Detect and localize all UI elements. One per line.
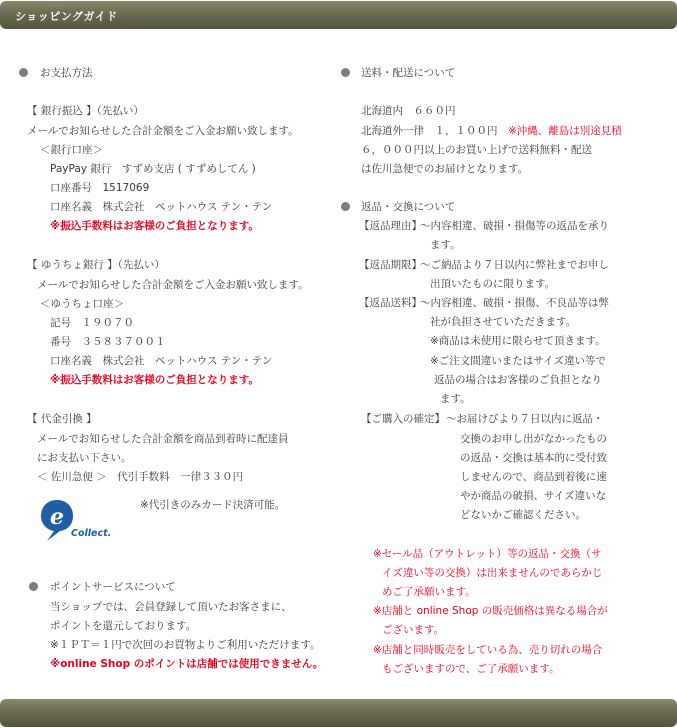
cod-line-2: にお支払い下さい。 <box>37 452 132 464</box>
yucho-fee-note: ※振込手数料はお客様のご負担となります。 <box>50 374 259 386</box>
yucho-account-name: 口座名義 株式会社 ペットハウス テン・テン <box>50 355 273 367</box>
purchase-confirm-line-5: やか商品の破損、サイズ違いな <box>460 490 607 502</box>
yucho-symbol: 記号 １９０７０ <box>50 317 134 329</box>
purchase-confirm-line-3: の返品・交換は基本的に受付致 <box>460 452 607 464</box>
return-fee-line-4: ※ご注文間違いまたはサイズ違い等で <box>430 355 606 367</box>
return-reason-label: 【返品理由】 <box>359 220 422 232</box>
return-period-line-2: 出頂いたものに限ります。 <box>430 278 556 290</box>
sale-notice-line-1: ※セール品（アウトレット）等の返品・交換（サ <box>373 548 602 560</box>
return-fee-line-1: 〜内容相違、破損・損傷、不良品等は弊 <box>420 297 609 309</box>
returns-heading: 返品・交換について <box>361 201 456 213</box>
purchase-confirm-line-1: 〜お届けびより７日以内に返品・ <box>446 413 604 425</box>
cod-line-1: メールでお知らせした合計金額を商品到着時に配達員 <box>37 433 289 445</box>
return-fee-label: 【返品送料】 <box>359 297 422 309</box>
return-reason-line-2: ます。 <box>430 239 461 251</box>
return-period-line-1: 〜ご納品より７日以内に弊社までお申し <box>420 259 609 271</box>
shipping-hokkaido: 北海道内 ６６０円 <box>361 105 456 117</box>
purchase-confirm-label: 【ご購入の確定】 <box>361 413 445 425</box>
yucho-label: ＜ゆうちょ口座＞ <box>40 298 124 310</box>
points-line-2: ポイントを還元しております。 <box>50 620 197 632</box>
return-fee-line-3: ※商品は未使用に限らせて頂きます。 <box>430 335 606 347</box>
e-collect-logo <box>40 497 122 543</box>
shipping-outside <box>361 124 622 138</box>
purchase-confirm-line-6: どないかご確認ください。 <box>460 509 586 521</box>
bank-name: PayPay 銀行 すずめ支店 ( すずめしてん ) <box>50 163 256 175</box>
price-notice-line-2: ございます。 <box>382 624 445 636</box>
bullet-icon <box>341 68 350 77</box>
return-fee-line-6: ます。 <box>440 393 471 405</box>
points-line-1: 当ショップでは、会員登録して頂いたお客さまに、 <box>50 601 292 613</box>
bank-fee-note: ※振込手数料はお客様のご負担となります。 <box>50 220 259 232</box>
return-fee-line-5: 返品の場合はお客様のご負担となり <box>434 374 602 386</box>
points-line-3: ※１ＰＴ＝１円で次回のお買物よりご利用いただけます。 <box>50 639 321 651</box>
purchase-confirm-line-2: 交換のお申し出がなかったもの <box>460 433 607 445</box>
return-period-label: 【返品期限】 <box>359 259 422 271</box>
bullet-icon <box>341 202 350 211</box>
bullet-icon <box>29 582 38 591</box>
cod-line-3: ＜ 佐川急便 ＞ 代引手数料 一律３３０円 <box>37 471 244 483</box>
shipping-outside-price: 北海道外一律 １，１００円 <box>361 125 508 137</box>
bullet-icon <box>19 68 28 77</box>
return-fee-line-2: 社が負担させていただきます。 <box>430 316 577 328</box>
purchase-confirm-line-4: しませんので、商品到着後に速 <box>460 471 607 483</box>
card-payment-note: ※代引きのみカード決済可能。 <box>140 499 286 511</box>
cod-title: 【 代金引換 】 <box>27 413 97 425</box>
svg-text:e: e <box>50 504 64 530</box>
bank-desc: メールでお知らせした合計金額をご入金お願い致します。 <box>27 125 299 137</box>
shipping-free-line-2: は佐川急便でのお届けとなります。 <box>361 163 529 175</box>
bank-account-name: 口座名義 株式会社 ペットハウス テン・テン <box>50 201 273 213</box>
payment-heading: お支払方法 <box>40 67 93 79</box>
e-collect-logo-text: Collect. <box>71 528 112 539</box>
yucho-desc: メールでお知らせした合計金額をご入金お願い致します。 <box>37 279 309 291</box>
header-bar <box>0 1 677 29</box>
sale-notice-line-3: めご了承願います。 <box>382 586 476 598</box>
points-store-note: ※online Shop のポイントは店舗では使用できません。 <box>50 658 324 670</box>
page-title: ショッピングガイド <box>15 10 118 23</box>
bank-title: 【 銀行振込 】（先払い） <box>27 105 144 117</box>
return-reason-line-1: 〜内容相違、破損・損傷等の返品を承り <box>420 220 609 232</box>
shipping-free-line-1: ６，０００円以上のお買い上げで送料無料・配送 <box>361 144 592 156</box>
bank-label: ＜銀行口座＞ <box>40 144 103 156</box>
points-heading: ポイントサービスについて <box>50 581 176 593</box>
sale-notice-line-2: イズ違い等の交換）は出来ませんのであらかじ <box>382 567 603 579</box>
stock-notice-line-1: ※店舗と同時販売をしている為、売り切れの場合 <box>373 644 603 656</box>
footer-bar <box>0 699 677 727</box>
bank-account-number: 口座番号 1517069 <box>50 182 150 194</box>
stock-notice-line-2: もございますので、ご了承願います。 <box>382 663 560 675</box>
yucho-title: 【 ゆうちょ銀行 】（先払い） <box>27 259 165 271</box>
shipping-okinawa-note: ※沖縄、離島は別途見積 <box>508 125 622 137</box>
shipping-heading: 送料・配送について <box>361 67 456 79</box>
price-notice-line-1: ※店舗と online Shop の販売価格は異なる場合が <box>373 605 608 617</box>
yucho-number: 番号 ３５８３７００１ <box>50 336 166 348</box>
